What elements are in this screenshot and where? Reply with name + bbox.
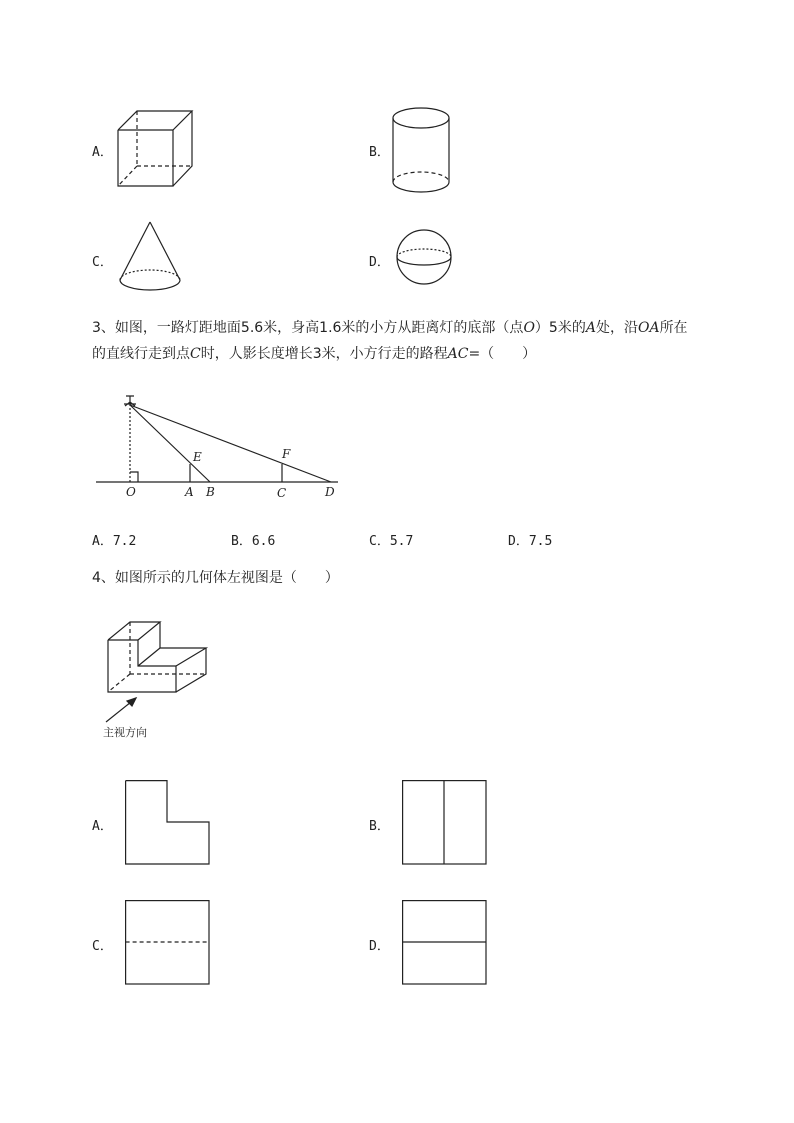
q4-option-c-figure (125, 900, 211, 985)
point-C-label: C (277, 486, 287, 500)
cylinder-figure (391, 106, 453, 194)
q3-option-c: C．5.7 (369, 534, 414, 549)
q2-option-b-label: B． (369, 145, 390, 160)
point-E-label: E (193, 450, 202, 464)
step-solid-figure (100, 618, 212, 718)
sphere-figure (396, 229, 454, 287)
q2-option-a-label: A． (92, 145, 113, 160)
q4-text: 4、如图所示的几何体左视图是（ ） (92, 570, 339, 586)
ray-to-D (130, 405, 331, 482)
q3-option-d: D．7.5 (508, 534, 553, 549)
point-A-label: A (185, 485, 194, 499)
cone-figure (118, 220, 184, 294)
lamp-head (124, 396, 136, 406)
q2-option-c-label: C． (92, 255, 113, 270)
q3-text-line2: 的直线行走到点C时，人影长度增长3米，小方行走的路程AC=（ ） (92, 346, 537, 362)
q4-option-d-figure (402, 900, 488, 985)
point-F-label: F (282, 447, 291, 461)
q2-option-d-label: D． (369, 255, 390, 270)
cube-figure (115, 108, 197, 190)
right-angle-mark (130, 472, 138, 482)
q3-option-b: B．6.6 (231, 534, 276, 549)
ray-to-B (130, 405, 210, 482)
view-direction-label: 主视方向 (103, 726, 147, 739)
point-O-label: O (126, 485, 136, 499)
q4-option-b-figure (402, 780, 488, 865)
q3-option-a: A．7.2 (92, 534, 137, 549)
q4-option-a-figure (125, 780, 211, 865)
point-B-label: B (206, 485, 215, 499)
q4-option-a-label: A． (92, 819, 113, 834)
q4-option-c-label: C． (92, 939, 113, 954)
q4-option-b-label: B． (369, 819, 390, 834)
q4-option-d-label: D． (369, 939, 390, 954)
point-D-label: D (325, 485, 335, 499)
q3-text-line1: 3、如图，一路灯距地面5.6米，身高1.6米的小方从距离灯的底部（点O）5米的A处，沿OA所在 (92, 320, 688, 336)
